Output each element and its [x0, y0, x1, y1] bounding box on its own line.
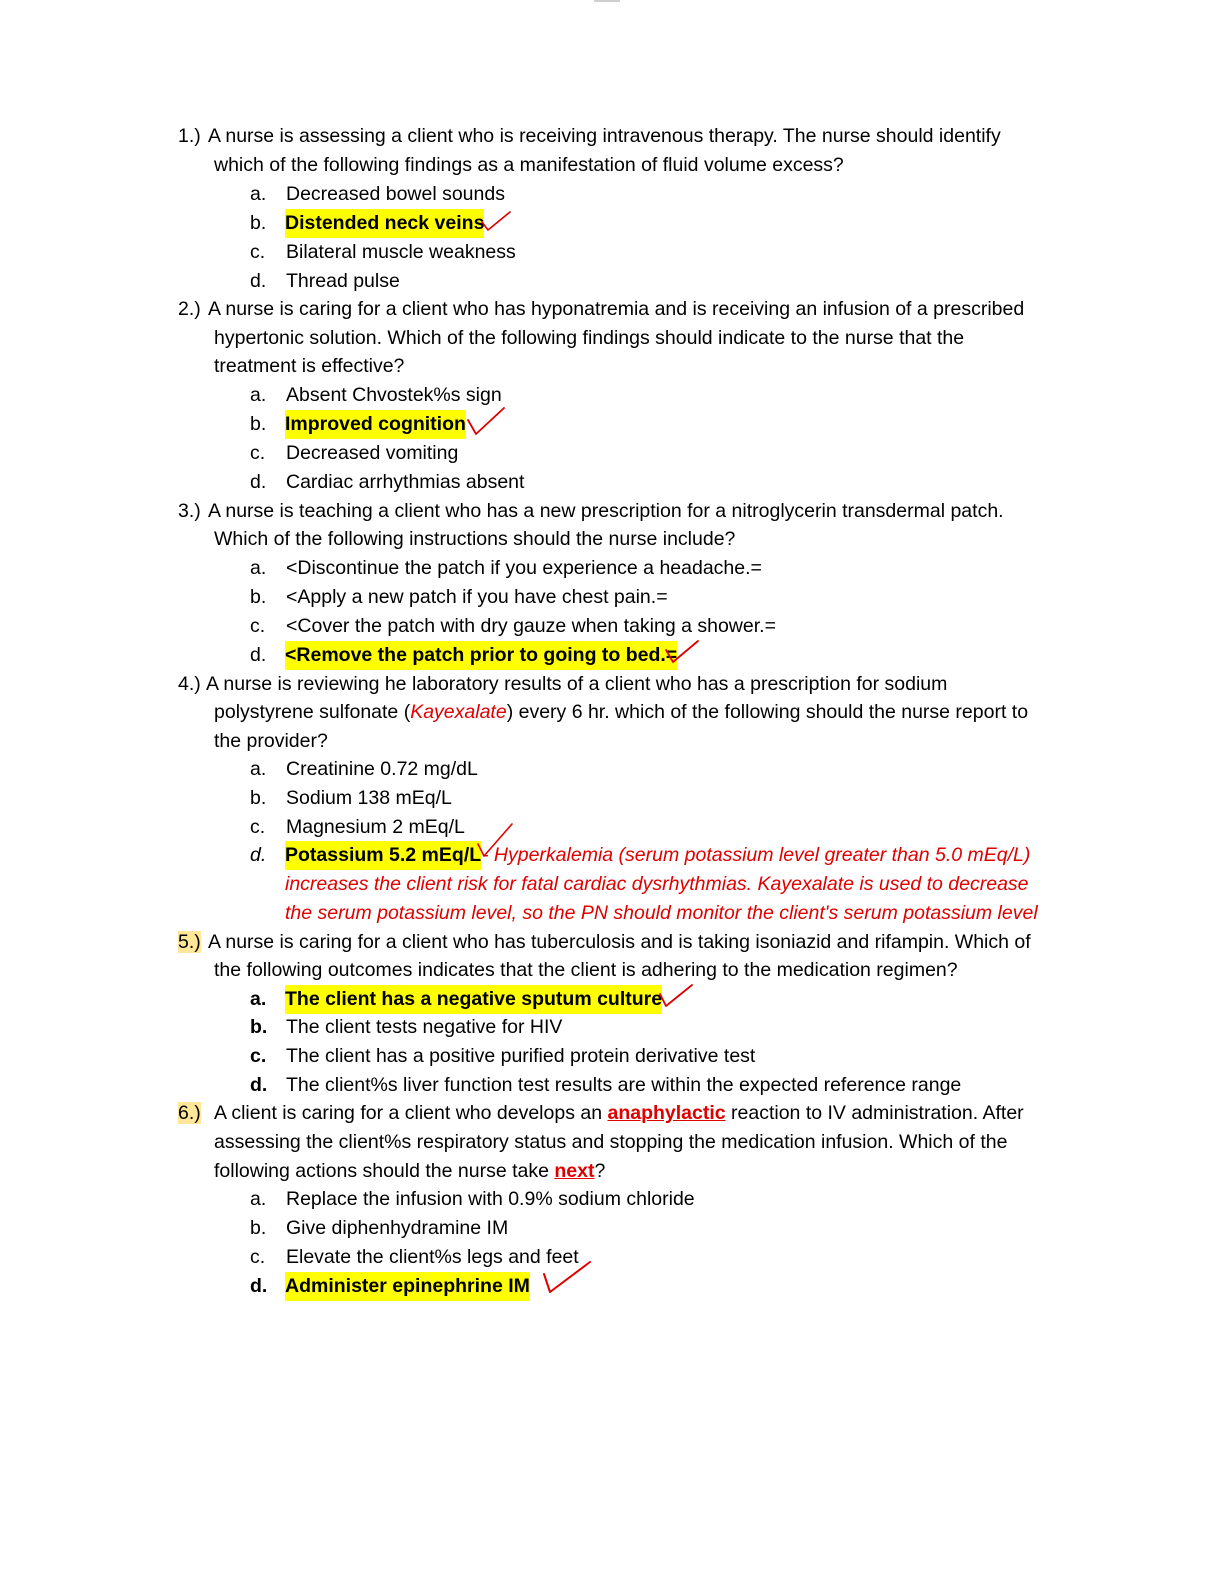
question-text: A nurse is assessing a client who is receiving intravenous therapy. The nurse should identify — [208, 125, 1001, 147]
rationale-text: - Hyperkalemia (serum potassium level greater than 5.0 mEq/L) — [482, 844, 1031, 866]
question-text: A nurse is reviewing he laboratory results of a client who has a prescription for sodium — [206, 673, 948, 695]
question-text-part: reaction to IV administration. After — [725, 1102, 1024, 1124]
option-letter: c. — [250, 615, 266, 637]
option-text: The client has a positive purified protein derivative test — [286, 1045, 756, 1067]
question-text: A nurse is caring for a client who has tuberculosis and is taking isoniazid and rifampin. Which of — [208, 931, 1031, 953]
question-text: treatment is effective? — [214, 355, 405, 377]
question-text — [214, 698, 1028, 727]
question-number: 2.) — [178, 298, 201, 320]
keyword: next — [554, 1160, 595, 1182]
option-text: <Discontinue the patch if you experience a headache.= — [286, 557, 762, 579]
question-text — [214, 1099, 1024, 1128]
question-text: Which of the following instructions should the nurse include? — [214, 528, 736, 550]
question-text: A nurse is teaching a client who has a new prescription for a nitroglycerin transdermal patch. — [208, 500, 1004, 522]
question-number: 1.) — [178, 125, 201, 147]
option-letter: b. — [250, 212, 267, 234]
option-text: Magnesium 2 mEq/L — [286, 816, 465, 838]
question-text: A nurse is caring for a client who has hyponatremia and is receiving an infusion of a prescribed — [208, 298, 1025, 320]
option-letter: c. — [250, 816, 266, 838]
question-text: the following outcomes indicates that the client is adhering to the medication regimen? — [214, 959, 958, 981]
question-text-part: A client is caring for a client who develops an — [214, 1102, 608, 1124]
rationale-text: the serum potassium level, so the PN should monitor the client's serum potassium level — [285, 902, 1038, 924]
option-letter: a. — [250, 758, 267, 780]
rationale-text: increases the client risk for fatal cardiac dysrhythmias. Kayexalate is used to decrease — [285, 873, 1029, 895]
option-letter: c. — [250, 1246, 266, 1268]
option-text: Elevate the client%s legs and feet — [286, 1246, 579, 1268]
correct-answer: Administer epinephrine IM — [285, 1272, 530, 1301]
option-letter: c. — [250, 1045, 267, 1067]
option-letter: c. — [250, 442, 266, 464]
question-text — [214, 1157, 605, 1186]
question-number-highlight: 6.) — [178, 1102, 201, 1124]
checkmark-icon — [540, 1256, 592, 1296]
option-letter: b. — [250, 1217, 267, 1239]
option-letter: d. — [250, 270, 267, 292]
option-letter: a. — [250, 183, 267, 205]
option-text: Creatinine 0.72 mg/dL — [286, 758, 478, 780]
question-text: assessing the client%s respiratory status and stopping the medication infusion. Which of the — [214, 1131, 1008, 1153]
option-text: Bilateral muscle weakness — [286, 241, 516, 263]
header-mark — [594, 0, 620, 2]
question-number: 3.) — [178, 500, 201, 522]
option-text: The client tests negative for HIV — [286, 1016, 563, 1038]
option-letter: a. — [250, 384, 267, 406]
question-number-highlight: 5.) — [178, 931, 201, 953]
question-text-part: ) every 6 hr. which of the following should the nurse report to — [506, 701, 1029, 723]
option-text: Give diphenhydramine IM — [286, 1217, 509, 1239]
option-letter: c. — [250, 241, 266, 263]
option-letter: d. — [250, 1275, 268, 1297]
question-number: 4.) — [178, 673, 201, 695]
option-letter: b. — [250, 413, 267, 435]
checkmark-icon — [664, 638, 700, 666]
option-letter: a. — [250, 988, 267, 1010]
checkmark-icon — [480, 208, 512, 234]
question-text: which of the following findings as a manifestation of fluid volume excess? — [214, 154, 844, 176]
correct-answer: Potassium 5.2 mEq/L — [285, 841, 481, 870]
question-text-part: polystyrene sulfonate ( — [214, 701, 411, 723]
question-text: hypertonic solution. Which of the following findings should indicate to the nurse that the — [214, 327, 965, 349]
option-text: Decreased bowel sounds — [286, 183, 505, 205]
question-number — [178, 928, 201, 957]
checkmark-icon — [466, 404, 506, 438]
option-letter: d. — [250, 844, 267, 866]
option-letter: d. — [250, 471, 267, 493]
option-letter: a. — [250, 1188, 267, 1210]
option-text: Sodium 138 mEq/L — [286, 787, 452, 809]
option-text: Thread pulse — [286, 270, 400, 292]
option-letter: b. — [250, 787, 267, 809]
question-text-part: ? — [594, 1160, 606, 1182]
option-letter: d. — [250, 644, 267, 666]
correct-answer: Improved cognition — [285, 410, 466, 439]
correct-answer: Distended neck veins — [285, 209, 484, 238]
option-text: <Apply a new patch if you have chest pain.= — [286, 586, 668, 608]
option-text: Replace the infusion with 0.9% sodium chloride — [286, 1188, 695, 1210]
option-text: <Cover the patch with dry gauze when taking a shower.= — [286, 615, 776, 637]
question-text-part: following actions should the nurse take — [214, 1160, 555, 1182]
option-letter: b. — [250, 586, 267, 608]
option-text: The client%s liver function test results are within the expected reference range — [286, 1074, 962, 1096]
correct-answer: <Remove the patch prior to going to bed.= — [285, 641, 677, 670]
option-letter: d. — [250, 1074, 268, 1096]
question-number — [178, 1099, 201, 1128]
checkmark-icon — [658, 982, 694, 1010]
drug-name: Kayexalate — [410, 701, 507, 723]
keyword: anaphylactic — [607, 1102, 726, 1124]
option-text: Decreased vomiting — [286, 442, 459, 464]
option-letter: a. — [250, 557, 267, 579]
question-text: the provider? — [214, 730, 328, 752]
option-text: Cardiac arrhythmias absent — [286, 471, 525, 493]
option-text: Absent Chvostek%s sign — [286, 384, 502, 406]
correct-answer: The client has a negative sputum culture — [285, 985, 662, 1014]
option-letter: b. — [250, 1016, 268, 1038]
